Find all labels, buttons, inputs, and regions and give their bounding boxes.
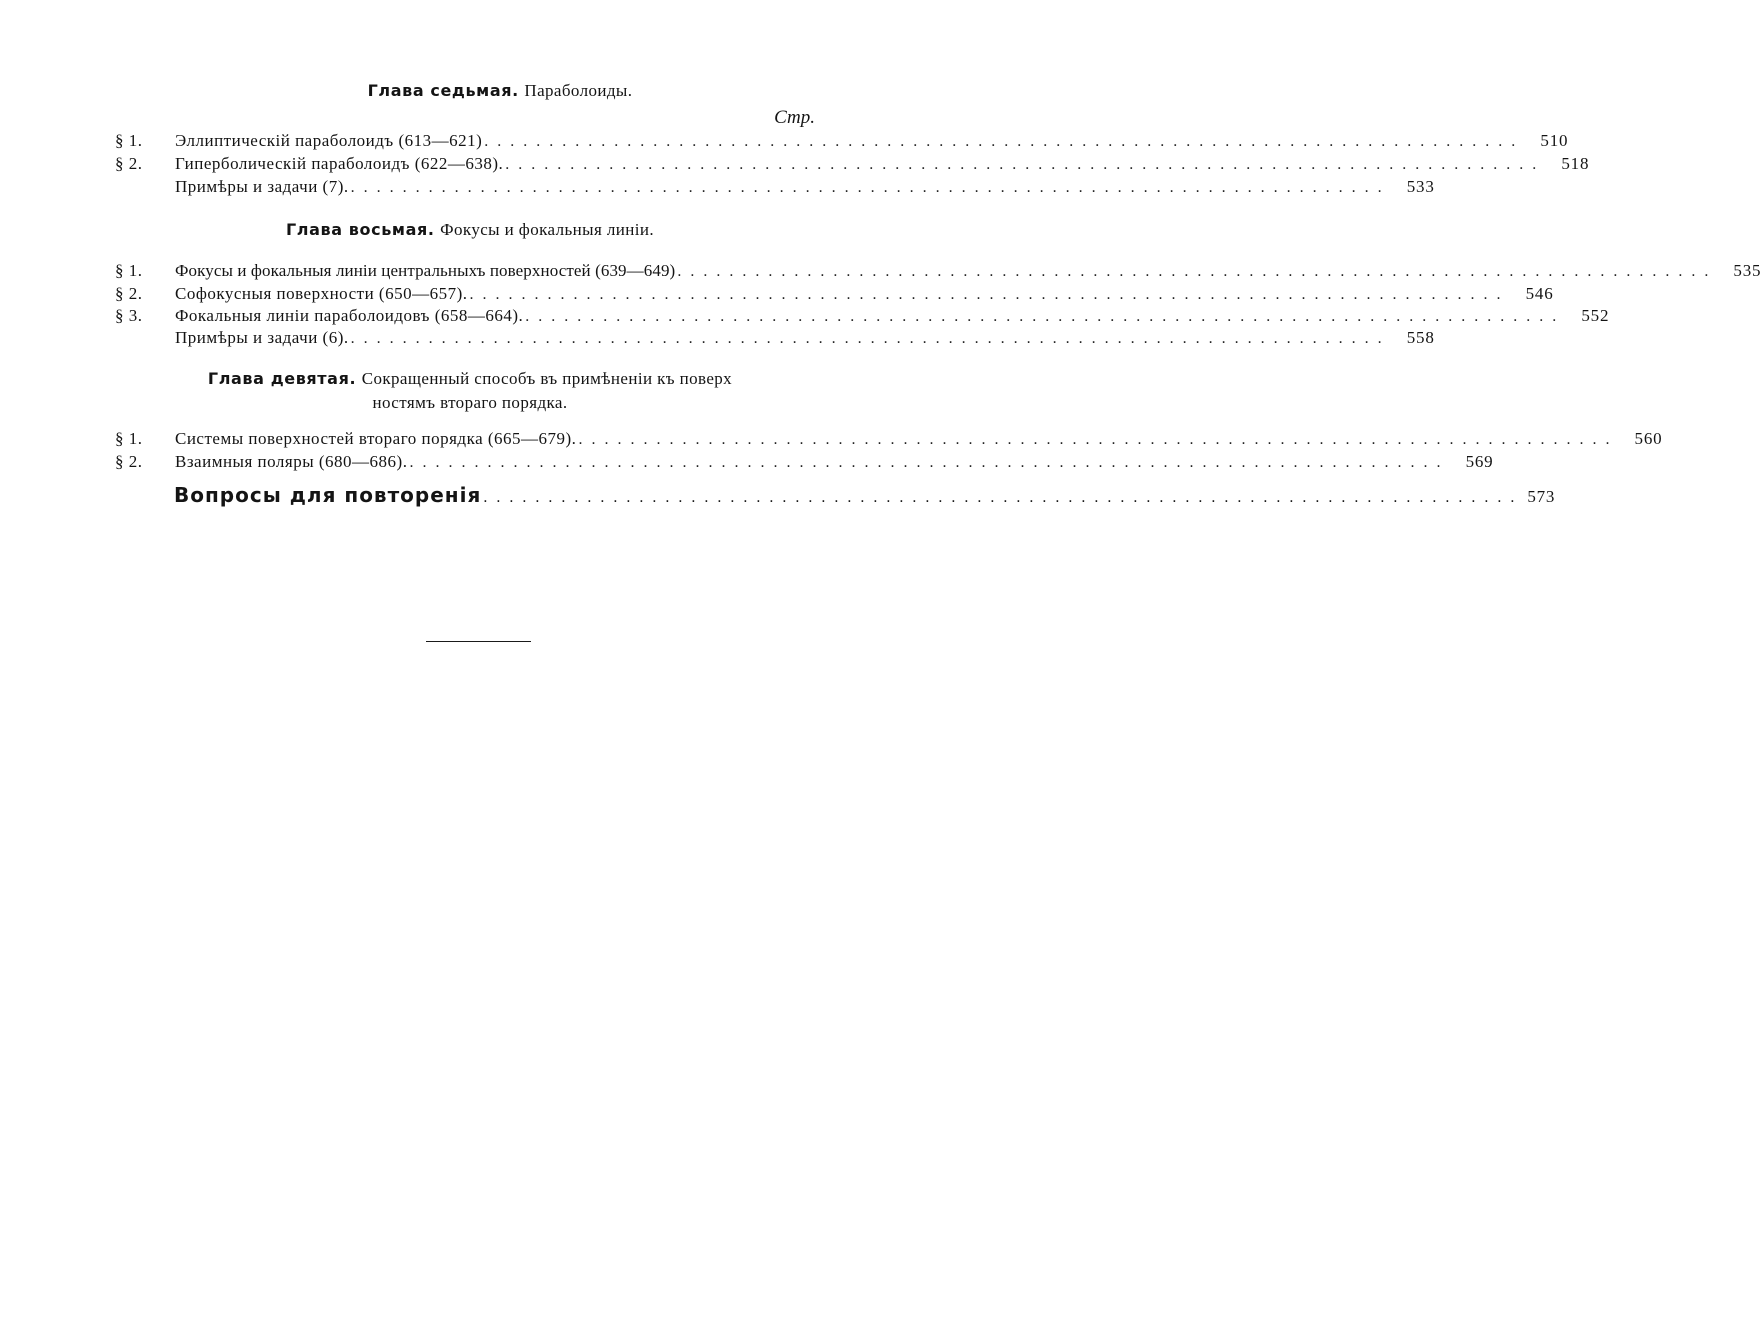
- chapter-9-lead: Глава девятая.: [207, 369, 357, 388]
- page-number: 573: [1527, 487, 1556, 506]
- dot-leader: ................................................................................: [409, 454, 1450, 471]
- dot-leader: ................................................................................: [578, 431, 1619, 448]
- entry-title: Гиперболическій параболоидъ (622—638).: [175, 154, 504, 173]
- section-number: § 2.: [115, 284, 143, 303]
- review-questions-entry: [174, 483, 1556, 511]
- dot-leader: ................................................................................: [677, 263, 1718, 280]
- toc-entry: [115, 306, 1610, 330]
- closing-rule: [426, 641, 531, 642]
- page-number: 518: [1561, 154, 1590, 173]
- toc-entry: [115, 131, 1569, 155]
- page-number: 546: [1525, 284, 1554, 303]
- review-questions-title: Вопросы для повторенія: [174, 483, 482, 507]
- page-column-header: Стр.: [774, 107, 815, 128]
- toc-entry: [115, 177, 1435, 201]
- toc-entry: [115, 452, 1494, 476]
- chapter-9-title-line-1: Сокращенный способъ въ примѣненіи къ поверх: [361, 369, 733, 388]
- chapter-9-heading-line-1: [150, 368, 790, 390]
- dot-leader: ................................................................................: [484, 133, 1525, 150]
- section-number: § 1.: [115, 131, 143, 150]
- entry-title: Примѣры и задачи (7).: [175, 177, 349, 196]
- entry-title: Фокусы и фокальныя линіи центральныхъ поверхностей (639—649): [175, 261, 676, 280]
- chapter-7-heading: [250, 80, 750, 102]
- chapter-7-lead: Глава седьмая.: [367, 81, 519, 100]
- entry-title: Фокальныя линіи параболоидовъ (658—664).: [175, 306, 524, 325]
- chapter-9-heading: [150, 368, 790, 414]
- chapter-7-title: Параболоиды.: [524, 81, 633, 100]
- toc-entry: [115, 154, 1590, 178]
- entry-title: Взаимныя поляры (680—686).: [175, 452, 408, 471]
- dot-leader: ................................................................................: [525, 308, 1566, 325]
- section-number: § 1.: [115, 429, 143, 448]
- page-number: 535: [1733, 261, 1761, 280]
- entry-title: Софокусныя поверхности (650—657).: [175, 284, 468, 303]
- dot-leader: ................................................................................: [505, 156, 1546, 173]
- section-number: § 2.: [115, 452, 143, 471]
- chapter-8-lead: Глава восьмая.: [286, 220, 435, 239]
- page-number: 552: [1581, 306, 1610, 325]
- page-number: 558: [1406, 328, 1435, 347]
- chapter-9-heading-line-2: [150, 392, 790, 414]
- dot-leader: ................................................................................: [469, 286, 1510, 303]
- entry-title: Системы поверхностей втораго порядка (665—679).: [175, 429, 577, 448]
- page-number: 510: [1540, 131, 1569, 150]
- section-number: § 2.: [115, 154, 143, 173]
- toc-entry: [115, 328, 1435, 352]
- section-number: § 3.: [115, 306, 143, 325]
- dot-leader: ................................................................................: [483, 489, 1524, 506]
- page-number: 533: [1406, 177, 1435, 196]
- dot-leader: ................................................................................: [350, 179, 1391, 196]
- chapter-9-title-line-2: ностямъ втораго порядка.: [372, 393, 568, 412]
- entry-title: Эллиптическій параболоидъ (613—621): [175, 131, 483, 150]
- chapter-8-title: Фокусы и фокальныя линіи.: [440, 220, 654, 239]
- toc-entry: [115, 284, 1554, 308]
- chapter-8-heading: [220, 219, 720, 241]
- entry-title: Примѣры и задачи (6).: [175, 328, 349, 347]
- toc-entry: [115, 261, 1761, 285]
- page-number: 560: [1634, 429, 1663, 448]
- toc-entry: [115, 429, 1663, 453]
- section-number: § 1.: [115, 261, 143, 280]
- dot-leader: ................................................................................: [350, 330, 1391, 347]
- page-number: 569: [1465, 452, 1494, 471]
